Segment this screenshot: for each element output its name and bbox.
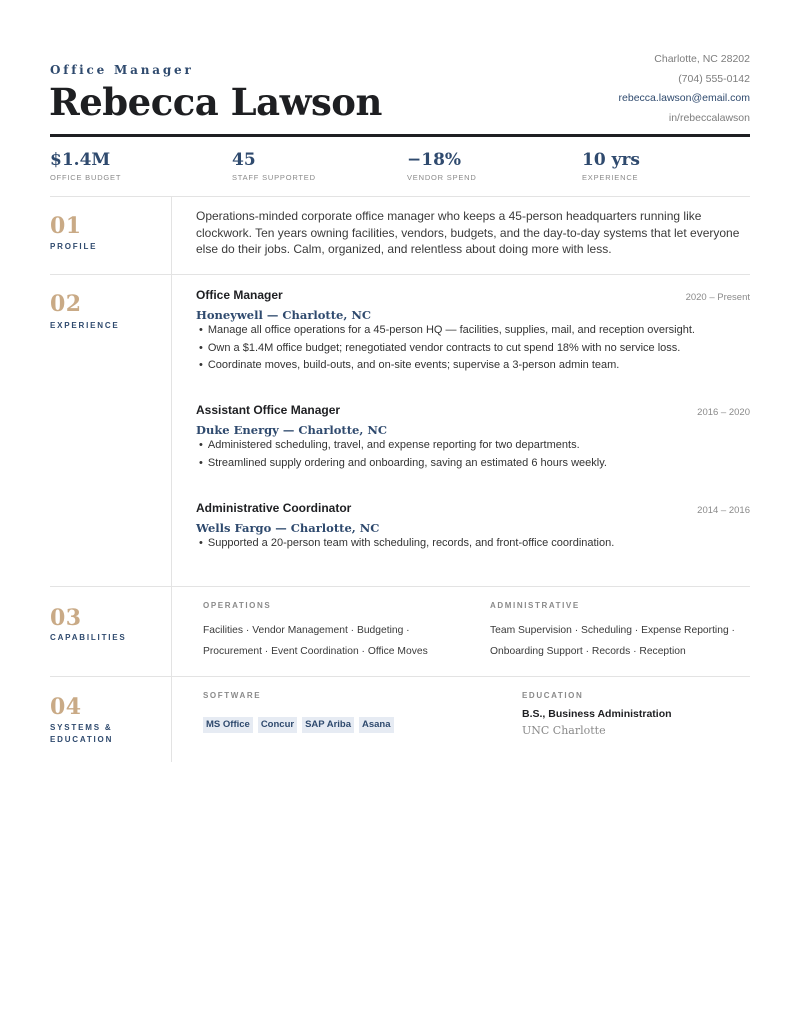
section-label-systems: [50, 722, 113, 746]
stat-value: 10 yrs: [582, 150, 640, 170]
job-company: Honeywell — Charlotte, NC: [196, 308, 372, 322]
list-item: • Manage all office operations for a 45-person HQ — facilities, supplies, mail, and reception oversight.: [199, 322, 695, 340]
capability-line: Facilities · Vendor Management · Budgeting ·: [203, 625, 410, 636]
education-heading: EDUCATION: [522, 691, 584, 700]
capability-line: Team Supervision · Scheduling · Expense Reporting ·: [490, 625, 735, 636]
job-role-title: Office Manager: [50, 63, 194, 77]
section-label-experience: EXPERIENCE: [50, 321, 120, 330]
education-school: UNC Charlotte: [522, 724, 606, 737]
list-item: • Supported a 20-person team with scheduling, records, and front-office coordination.: [199, 535, 614, 553]
job-company: Wells Fargo — Charlotte, NC: [196, 521, 380, 535]
job-title: Office Manager: [196, 288, 283, 302]
stat-label: OFFICE BUDGET: [50, 173, 122, 182]
section-number-capabilities: 03: [50, 605, 82, 631]
job-dates: 2014 – 2016: [697, 505, 750, 516]
list-item: • Coordinate moves, build-outs, and on-site events; supervise a 3-person admin team.: [199, 357, 695, 375]
job-company: Duke Energy — Charlotte, NC: [196, 423, 388, 437]
section-label-line: EDUCATION: [50, 735, 114, 744]
contact-block: [619, 52, 750, 130]
stat-label: STAFF SUPPORTED: [232, 173, 316, 182]
software-tag: SAP Ariba: [302, 717, 354, 733]
contact-phone: (704) 555-0142: [678, 72, 750, 85]
education-degree: B.S., Business Administration: [522, 708, 672, 720]
job-title: Assistant Office Manager: [196, 403, 341, 417]
stat-label: VENDOR SPEND: [407, 173, 477, 182]
stat-experience: [582, 148, 640, 182]
capability-heading-operations: OPERATIONS: [203, 601, 272, 610]
capability-list-operations: [203, 621, 428, 662]
contact-linkedin[interactable]: in/rebeccalawson: [668, 111, 750, 124]
stat-value: 45: [232, 150, 256, 170]
job-bullets: [199, 322, 695, 375]
section-label-capabilities: CAPABILITIES: [50, 633, 127, 642]
software-tag: Asana: [359, 717, 394, 733]
header-divider: [50, 134, 750, 137]
contact-email[interactable]: rebecca.lawson@email.com: [618, 92, 750, 105]
list-item: • Streamlined supply ordering and onboarding, saving an estimated 6 hours weekly.: [199, 455, 607, 473]
profile-line: Operations-minded corporate office manager who keeps a 45-person headquarters running like: [196, 209, 702, 223]
column-divider: [171, 197, 172, 762]
profile-summary: [196, 208, 756, 258]
stat-office-budget: [50, 148, 121, 182]
software-tag: MS Office: [203, 717, 253, 733]
capability-line: Procurement · Event Coordination · Office Moves: [203, 645, 428, 657]
capability-list-administrative: [490, 621, 735, 662]
section-divider: [50, 196, 750, 197]
stat-value: −18%: [407, 150, 462, 170]
profile-line: else do their jobs. Calm, organized, and relentless about doing more with less.: [196, 242, 612, 256]
software-heading: SOFTWARE: [203, 691, 262, 700]
job-title: Administrative Coordinator: [196, 501, 352, 515]
job-dates: 2016 – 2020: [697, 407, 750, 418]
stats-row: [50, 148, 750, 188]
list-item: • Own a $1.4M office budget; renegotiated vendor contracts to cut spend 18% with no service loss.: [199, 340, 695, 358]
software-tag: Concur: [258, 717, 297, 733]
resume-header: [50, 50, 750, 136]
section-number-profile: 01: [50, 213, 82, 239]
contact-location: Charlotte, NC 28202: [654, 53, 750, 65]
profile-line: clockwork. Ten years owning facilities, vendors, budgets, and the day-to-day systems that let everyone: [196, 225, 740, 240]
job-bullets: [199, 437, 607, 472]
job-bullets: [199, 535, 614, 553]
stat-vendor-spend: [407, 148, 477, 182]
software-tags: [203, 717, 394, 733]
job-dates: 2020 – Present: [685, 292, 750, 303]
capability-heading-administrative: ADMINISTRATIVE: [490, 601, 580, 610]
stat-staff-supported: [232, 148, 316, 182]
section-number-systems: 04: [50, 694, 82, 720]
stat-value: $1.4M: [50, 150, 111, 170]
section-number-experience: 02: [50, 291, 82, 317]
section-divider: [50, 274, 750, 275]
section-label-profile: PROFILE: [50, 242, 98, 251]
candidate-name: Rebecca Lawson: [49, 80, 382, 124]
list-item: • Administered scheduling, travel, and expense reporting for two departments.: [199, 437, 607, 455]
section-label-line: SYSTEMS &: [50, 723, 113, 732]
stat-label: EXPERIENCE: [582, 173, 639, 182]
capability-line: Onboarding Support · Records · Reception: [490, 645, 686, 657]
section-divider: [50, 586, 750, 587]
section-divider: [50, 676, 750, 677]
